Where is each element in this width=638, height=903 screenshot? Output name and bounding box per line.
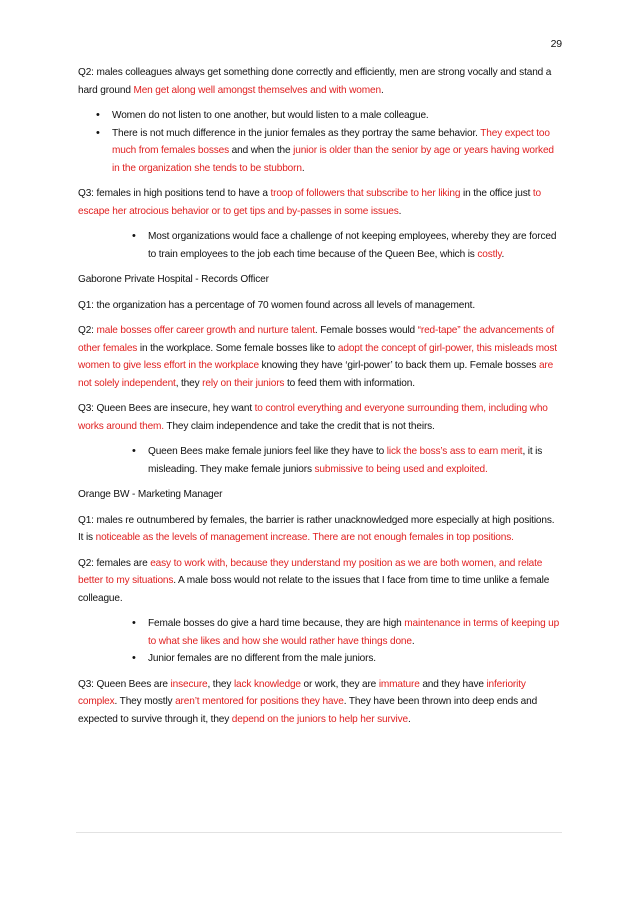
bullet-item — [94, 125, 562, 178]
paragraph — [78, 322, 562, 392]
paragraph — [78, 297, 562, 315]
text-run: . They have been thrown into deep ends and expected to survive through it, they — [78, 696, 538, 725]
text-run: Q2: females are — [78, 557, 151, 569]
highlighted-text: male bosses offer career growth and nurture talent — [96, 325, 315, 336]
text-run: Q2: — [78, 325, 97, 336]
highlighted-text: immature — [378, 678, 420, 690]
text-run: . Female bosses would — [314, 325, 418, 336]
bullet-item — [130, 650, 562, 668]
text-run: or work, they are — [300, 678, 379, 690]
text-run: Q3: females in high positions tend to have a — [78, 188, 271, 199]
text-run: Q2: males colleagues always get something done correctly and efficiently, men are strong vocally and stand a hard ground — [78, 67, 552, 96]
highlighted-text: troop of followers that subscribe to her liking — [270, 188, 461, 199]
text-run: They claim independence and take the credit that is not theirs. — [163, 420, 435, 432]
bullet-list — [78, 443, 562, 478]
text-run: Junior females are no different from the male juniors. — [148, 653, 376, 664]
highlighted-text: aren’t mentored for positions they have — [175, 696, 344, 707]
highlighted-text: depend on the juniors to help her survive — [231, 713, 409, 725]
text-run: Orange BW - Marketing Manager — [78, 489, 223, 500]
paragraph — [78, 512, 562, 547]
text-run: Most organizations would face a challenge of not keeping employees, whereby they are forced to train employees to the job each time because of the Queen Bee, which is — [148, 231, 557, 260]
text-run: , it is misleading. They make female juniors — [148, 446, 543, 475]
highlighted-text: lack knowledge — [233, 678, 301, 690]
paragraph — [78, 64, 562, 99]
highlighted-text: are not solely independent — [78, 360, 554, 389]
text-run: Queen Bees make female juniors feel like they have to — [148, 446, 387, 457]
paragraph — [78, 486, 562, 504]
highlighted-text: rely on their juniors — [202, 377, 285, 389]
text-run: Q3: Queen Bees are insecure, hey want — [78, 403, 255, 414]
document-body — [78, 64, 562, 736]
text-run: . — [380, 84, 384, 96]
highlighted-text: to control everything and everyone surrounding them, including who works around them. — [78, 403, 548, 432]
footer-divider — [76, 832, 562, 833]
text-run: knowing they have ‘girl-power’ to back them up. Female bosses — [258, 360, 539, 371]
paragraph — [78, 400, 562, 435]
paragraph — [78, 555, 562, 608]
bullet-list — [78, 107, 562, 177]
highlighted-text: submissive to being used and exploited. — [314, 463, 488, 475]
text-run: and they have — [419, 678, 487, 690]
text-run: . — [398, 205, 402, 217]
highlighted-text: junior is older than the senior by age or years having worked in the organization she tends to be stubborn — [112, 145, 554, 174]
text-run: . They mostly — [114, 696, 176, 707]
text-run: Gaborone Private Hospital - Records Officer — [78, 274, 269, 285]
text-run: in the office just — [460, 188, 533, 199]
text-run: . — [301, 162, 305, 174]
text-run: There is not much difference in the junior females as they portray the same behavior. — [112, 127, 481, 139]
text-run: Q1: the organization has a percentage of 70 women found across all levels of management. — [78, 299, 475, 311]
bullet-list — [78, 615, 562, 668]
text-run: , they — [175, 377, 203, 389]
text-run: . — [408, 713, 411, 725]
text-run: Female bosses do give a hard time because, they are high — [148, 618, 405, 629]
text-run: in the workplace. Some female bosses like to — [137, 342, 338, 354]
highlighted-text: maintenance in terms of keeping up to what she likes and how she would rather have things done — [148, 618, 560, 647]
text-run: Q3: Queen Bees are — [78, 678, 171, 690]
paragraph — [78, 676, 562, 729]
text-run: Women do not listen to one another, but would listen to a male colleague. — [112, 110, 429, 121]
page-number: 29 — [550, 38, 562, 50]
text-run: . A male boss would not relate to the issues that I face from time to time unlike a female colleague. — [78, 575, 550, 604]
text-run: Q1: males re outnumbered by females, the barrier is rather unacknowledged more especially at high positions. It is — [78, 514, 555, 543]
text-run: to feed them with information. — [284, 377, 415, 389]
highlighted-text: lick the boss’s ass to earn merit — [386, 446, 523, 457]
text-run: . — [501, 248, 505, 260]
highlighted-text: inferiority complex — [78, 678, 526, 707]
highlighted-text: to escape her atrocious behavior or to get tips and by-passes in some issues — [78, 188, 542, 217]
bullet-item — [94, 107, 562, 125]
paragraph — [78, 185, 562, 220]
text-run: , they — [207, 678, 234, 690]
paragraph — [78, 271, 562, 289]
highlighted-text: They expect too much from females bosses — [112, 127, 550, 156]
text-run: . — [411, 635, 415, 647]
bullet-item — [130, 615, 562, 650]
bullet-item — [130, 443, 562, 478]
highlighted-text: adopt the concept of girl-power, this misleads most women to give less effort in the workplace — [78, 342, 557, 371]
highlighted-text: insecure — [170, 678, 208, 690]
bullet-item — [130, 228, 562, 263]
highlighted-text: Men get along well amongst themselves and with women — [133, 84, 381, 96]
text-run: and when the — [229, 145, 294, 156]
highlighted-text: noticeable as the levels of management increase. There are not enough females in top positions. — [95, 532, 514, 543]
bullet-list — [78, 228, 562, 263]
highlighted-text: costly — [477, 248, 502, 260]
highlighted-text: easy to work with, because they understand my position as we are both women, and relate better to my situations — [78, 557, 543, 586]
highlighted-text: “red-tape” the advancements of other females — [78, 325, 554, 354]
